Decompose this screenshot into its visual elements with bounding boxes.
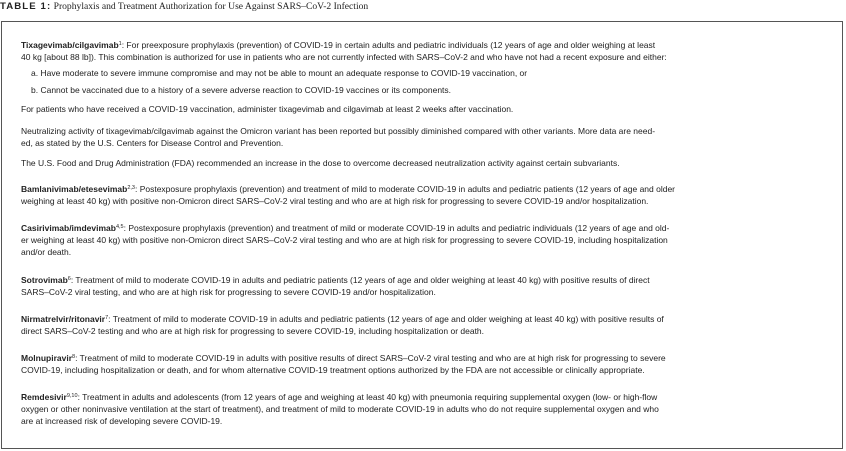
drug-name: Molnupiravir [21, 353, 73, 363]
entry-line: er weighing at least 40 kg) with positive non-Omicron direct SARS–CoV-2 viral testing and who are at high risk for progressing to severe COVID-19, including hospitalization [21, 235, 668, 245]
entry-line: SARS–CoV-2 viral testing, and who are at high risk for progressing to severe COVID-19 and/or hospitalization. [21, 287, 436, 297]
entry-line: oxygen or other noninvasive ventilation at the start of treatment), and treatment of mild to moderate COVID-19 in adults who do not require supplemental oxygen and who [21, 404, 659, 414]
entry-line: direct SARS–CoV-2 testing and who are at high risk for progressing to severe COVID-19, including hospitalization or death. [21, 326, 485, 336]
note-line: The U.S. Food and Drug Administration (FDA) recommended an increase in the dose to overcome decreased neutralization activity against certain subvariants. [21, 158, 620, 168]
entry-line [21, 183, 675, 195]
table-box [1, 21, 843, 449]
reference-number: 2,3 [127, 185, 135, 191]
entry-text: : Postexposure prophylaxis (prevention) and treatment of mild to moderate COVID-19 in adults and pediatric patients (12 years of age and older [134, 184, 676, 194]
entry-line: are at increased risk of developing severe COVID-19. [21, 416, 223, 426]
entry-text: : Treatment in adults and adolescents (from 12 years of age and weighing at least 40 kg) with pneumonia requiring supplemental oxygen (low- or high-flow [77, 392, 658, 402]
entry-text: : Treatment of mild to moderate COVID-19 in adults with positive results of direct SARS–CoV-2 viral testing and who are at high risk for progressing to severe [75, 353, 666, 363]
reference-number: 6 [67, 276, 71, 282]
entry-line: 40 kg [about 88 lb]). This combination is authorized for use in patients who are not currently infected with SARS–CoV-2 and who have not had a recent exposure and either: [21, 52, 667, 62]
drug-name: Sotrovimab [21, 275, 68, 285]
entry-text: : For preexposure prophylaxis (prevention) of COVID-19 in certain adults and pediatric individuals (12 years of age and older weighing at least [121, 40, 656, 50]
entry-line [21, 352, 666, 364]
note-line: ed, as stated by the U.S. Centers for Disease Control and Prevention. [21, 138, 284, 148]
entry-line [21, 274, 650, 286]
entry-line: and/or death. [21, 247, 72, 257]
entry-line [21, 313, 664, 325]
note-line: Neutralizing activity of tixagevimab/cilgavimab against the Omicron variant has been reported but possibly diminished compared with other variants. More data are need- [21, 126, 656, 136]
entry-text: : Treatment of mild to moderate COVID-19 in adults and pediatric patients (12 years of age and older weighing at least 40 kg) with positive results of [108, 314, 664, 324]
reference-number: 9,10 [66, 393, 78, 399]
entry-line [21, 391, 657, 403]
drug-name: Tixagevimab/cilgavimab [21, 40, 119, 50]
entry-text: : Postexposure prophylaxis (prevention) and treatment of mild or moderate COVID-19 in adults and pediatric individuals (12 years of age and old- [123, 223, 670, 233]
reference-number: 4,5 [115, 224, 124, 230]
table-title [0, 0, 368, 14]
condition-item: b. Cannot be vaccinated due to a history of a severe adverse reaction to COVID-19 vaccines or its components. [31, 85, 452, 95]
condition-item: a. Have moderate to severe immune compromise and may not be able to mount an adequate response to COVID-19 vaccination, or [31, 68, 528, 78]
drug-name: Nirmatrelvir/ritonavir [21, 314, 106, 324]
entry-line: weighing at least 40 kg) with positive non-Omicron direct SARS–CoV-2 viral testing and who are at high risk for progressing to severe COVID-19 and/or hospitalization. [21, 196, 649, 206]
entry-text: : Treatment of mild to moderate COVID-19 in adults and pediatric patients (12 years of age and older weighing at least 40 kg) with positive results of direct [70, 275, 650, 285]
drug-name: Remdesivir [21, 392, 67, 402]
drug-name: Bamlanivimab/etesevimab [21, 184, 128, 194]
note-line: For patients who have received a COVID-19 vaccination, administer tixagevimab and cilgavimab at least 2 weeks after vaccination. [21, 104, 514, 114]
entry-line [21, 39, 655, 51]
table-label: TABLE 1: [0, 1, 52, 12]
reference-number: 7 [105, 315, 109, 321]
table-caption: Prophylaxis and Treatment Authorization for Use Against SARS–CoV-2 Infection [53, 1, 369, 12]
entry-line [21, 222, 669, 234]
drug-name: Casirivimab/imdevimab [21, 223, 116, 233]
reference-number: 1 [118, 41, 122, 47]
reference-number: 8 [72, 354, 76, 360]
entry-line: COVID-19, including hospitalization or death, and for whom alternative COVID-19 treatment options authorized by the FDA are not accessible or clinically appropriate. [21, 365, 645, 375]
